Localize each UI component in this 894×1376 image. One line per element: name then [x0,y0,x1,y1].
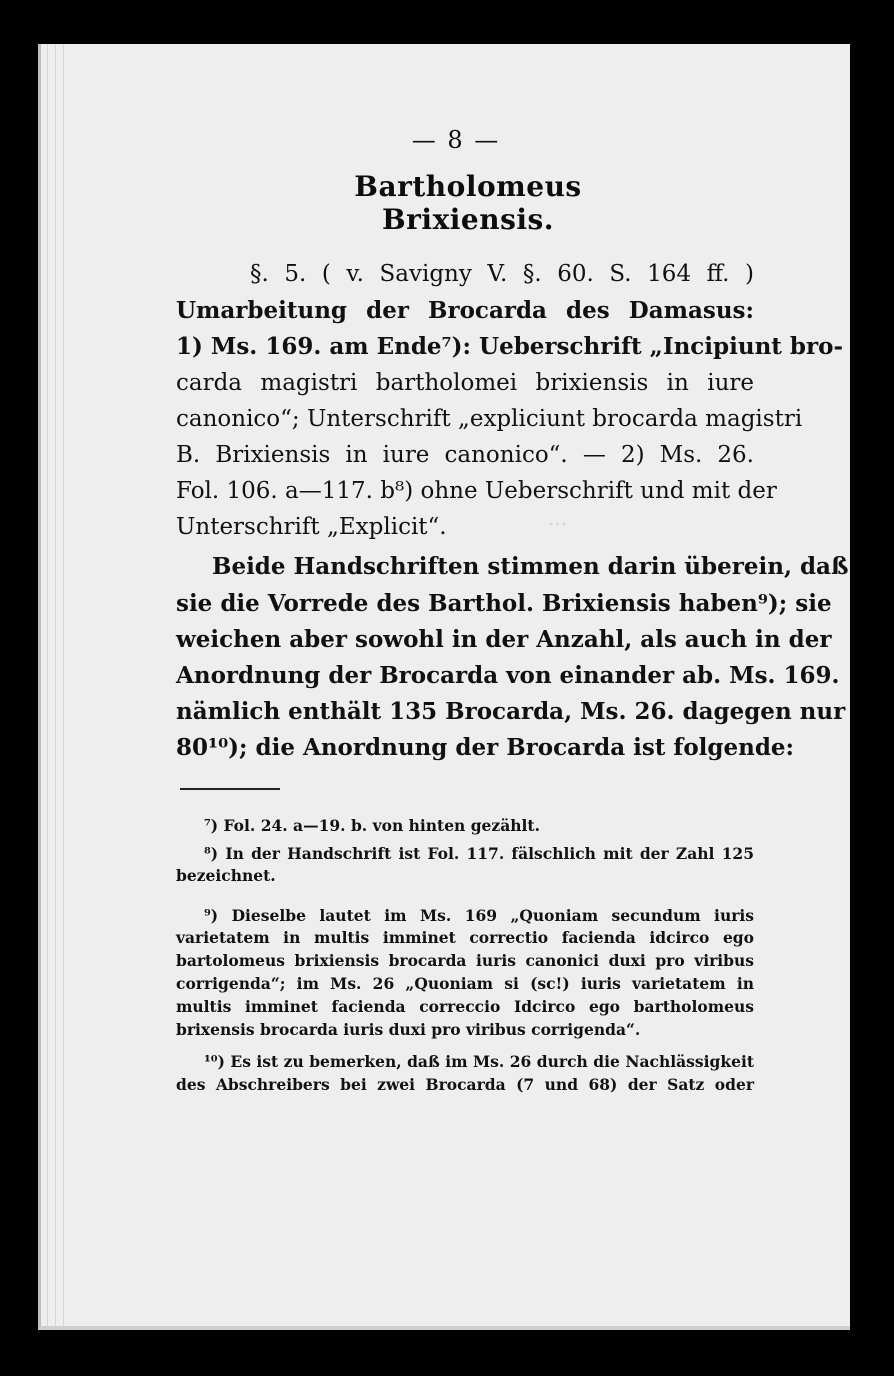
page-number: — 8 — [411,126,501,154]
body-line: sie die Vorrede des Barthol. Brixiensis haben⁹); sie [176,590,832,617]
page-edge-line [63,44,64,1326]
body-line: Beide Handschriften stimmen darin überein, daß [212,553,849,580]
bleed-through-ghost: ··· [548,512,568,536]
footnote-line: brixensis brocarda iuris duxi pro viribus corrigenda“. [176,1020,641,1039]
footnote-line: des Abschreibers bei zwei Brocarda (7 und 68) der Satz oder [176,1075,754,1094]
body-line: 1) Ms. 169. am Ende⁷): Ueberschrift „Incipiunt bro- [176,333,844,360]
page-edge-line [55,44,56,1326]
footnote-separator [180,788,280,790]
footnote-line: corrigenda“; im Ms. 26 „Quoniam si (sc!) iuris varietatem in [176,974,754,993]
body-line: B. Brixiensis in iure canonico“. — 2) Ms. 26. [176,442,754,468]
footnote-line: multis imminet facienda correccio Idcirco ego bartholomeus [176,997,754,1016]
body-line: 80¹⁰); die Anordnung der Brocarda ist folgende: [176,734,795,761]
body-line: weichen aber sowohl in der Anzahl, als auch in der [176,626,832,653]
body-line: Umarbeitung der Brocarda des Damasus: [176,297,754,324]
footnote-line: ⁸) In der Handschrift ist Fol. 117. fälschlich mit der Zahl 125 [204,844,754,863]
body-line: canonico“; Unterschrift „expliciunt brocarda magistri [176,406,803,432]
section-heading: Bartholomeus Brixiensis. [354,170,582,236]
body-line: §. 5. ( v. Savigny V. §. 60. S. 164 ff. ) [250,261,754,287]
footnote-line: ¹⁰) Es ist zu bemerken, daß im Ms. 26 durch die Nachlässigkeit [204,1052,754,1071]
body-line: carda magistri bartholomei brixiensis in iure [176,370,754,396]
body-line: nämlich enthält 135 Brocarda, Ms. 26. dagegen nur [176,698,846,725]
body-line: Anordnung der Brocarda von einander ab. Ms. 169. [176,662,840,689]
footnote-line: bartolomeus brixiensis brocarda iuris canonici duxi pro viribus [176,951,754,970]
body-line: Unterschrift „Explicit“. [176,514,447,540]
body-line: Fol. 106. a—117. b⁸) ohne Ueberschrift und mit der [176,478,777,504]
footnote-line: ⁹) Dieselbe lautet im Ms. 169 „Quoniam secundum iuris [204,906,754,925]
footnote-line: ⁷) Fol. 24. a—19. b. von hinten gezählt. [204,816,540,835]
footnote-line: varietatem in multis imminet correctio facienda idcirco ego [176,928,754,947]
page-edge-line [47,44,48,1326]
footnote-line: bezeichnet. [176,866,276,885]
